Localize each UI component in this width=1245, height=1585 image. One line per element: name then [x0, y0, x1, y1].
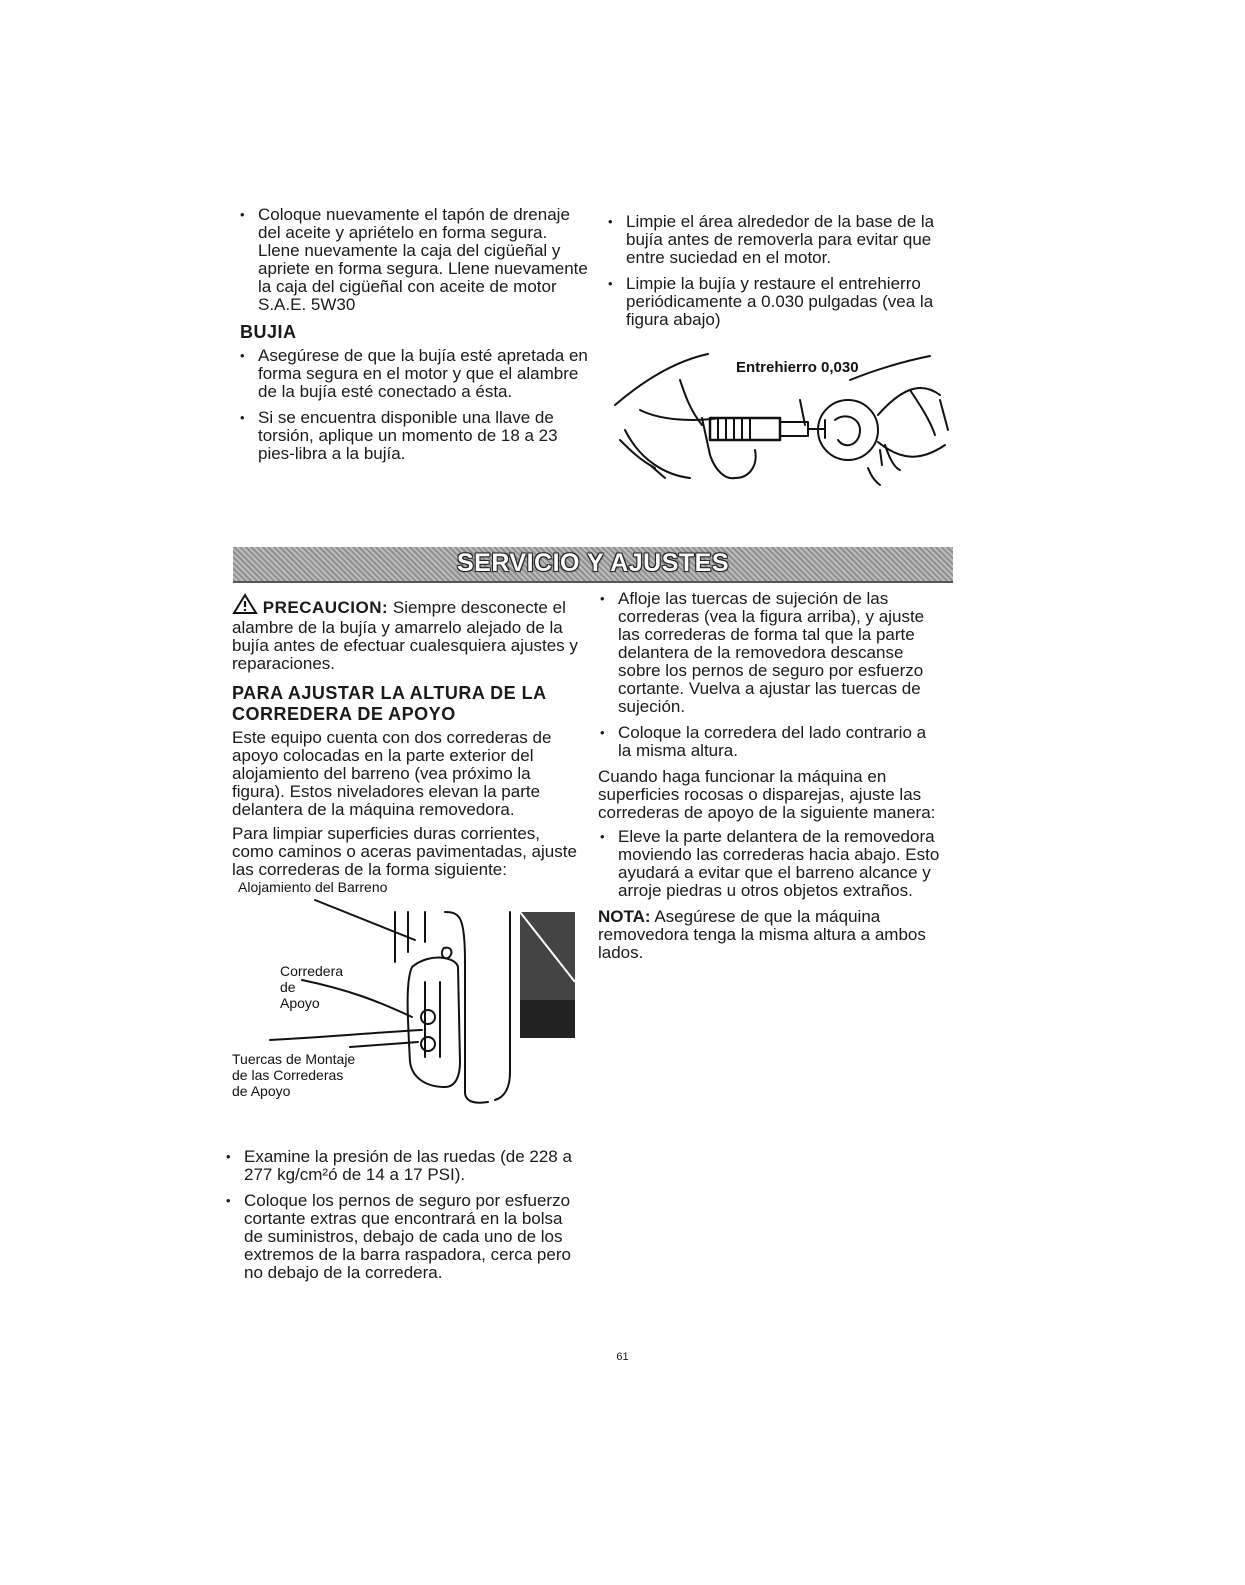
bujia-heading: BUJIA	[240, 322, 297, 342]
figure-label-skid-1: Corredera	[280, 963, 344, 979]
right-bottom-column	[598, 590, 943, 968]
figure-label-nuts-2: de las Correderas	[232, 1067, 344, 1083]
warning-paragraph	[232, 593, 582, 673]
note-paragraph	[598, 908, 943, 962]
page-number: 61	[616, 1351, 629, 1363]
left-bottom-bullets	[224, 1148, 574, 1290]
skid-adjust-bullet-list	[598, 590, 943, 760]
left-bottom-column	[232, 593, 582, 885]
warning-label: PRECAUCION:	[262, 598, 389, 617]
note-label: NOTA:	[598, 907, 651, 926]
section-banner	[233, 547, 953, 583]
raise-bullet-list	[598, 828, 943, 900]
oil-bullet-list	[238, 206, 590, 314]
spark-plug-bullet: • Limpie la bujía y restaure el entrehierro periódicamente a 0.030 pulgadas (vea la figura abajo)	[606, 275, 956, 329]
right-top-column	[606, 213, 956, 337]
warning-text: Siempre desconecte el alambre de la bujía y amarrelo alejado de la bujía antes de efectuar cualesquiera ajustes y reparaciones.	[232, 598, 578, 673]
hard-surface-paragraph: Para limpiar superficies duras corrientes, como caminos o aceras pavimentadas, ajuste las correderas de la forma siguiente:	[232, 824, 577, 879]
skid-shoe-figure	[230, 872, 590, 1112]
bujia-bullet-list	[238, 347, 590, 463]
loosen-nuts-bullet: • Afloje las tuercas de sujeción de las correderas (vea la figura arriba), y ajuste las correderas de forma tal que la parte delantera de la removedora descanse sobre los pernos de seguro por esfuerzo cortante. Vuelva a ajustar las tuercas de sujeción.	[598, 590, 943, 716]
figure-label-nuts-3: de Apoyo	[232, 1083, 291, 1099]
frame-shade	[520, 1000, 575, 1038]
tire-pressure-bullet: • Examine la presión de las ruedas (de 228 a 277 kg/cm²ó de 14 a 17 PSI).	[224, 1148, 574, 1184]
skid-intro-paragraph: Este equipo cuenta con dos correderas de apoyo colocadas en la parte exterior del alojamiento del barreno (vea próximo la figura). Estos niveladores elevan la parte delantera de la máquina removedora.	[232, 728, 552, 819]
figure-label-skid-3: Apoyo	[280, 995, 320, 1011]
shear-bolt-bullet: • Coloque los pernos de seguro por esfuerzo cortante extras que encontrará en la bolsa de suministros, debajo de cada uno de los extremos de la barra raspadora, cerca pero no debajo de la corredera.	[224, 1192, 574, 1282]
rough-surface-paragraph: Cuando haga funcionar la máquina en superficies rocosas o disparejas, ajuste las correderas de apoyo de la siguiente manera:	[598, 767, 936, 822]
warning-triangle-icon	[232, 593, 258, 619]
pressure-bullet-list	[224, 1148, 574, 1282]
bujia-bullet: • Si se encuentra disponible una llave de torsión, aplique un momento de 18 a 23 pies-libra a la bujía.	[238, 409, 590, 463]
spark-plug-bullet-list	[606, 213, 956, 329]
note-text: Asegúrese de que la máquina removedora tenga la misma altura a ambos lados.	[598, 907, 926, 962]
left-top-column	[238, 206, 590, 471]
skid-adjust-heading: PARA AJUSTAR LA ALTURA DE LA CORREDERA DE APOYO	[232, 683, 546, 724]
figure-label-housing: Alojamiento del Barreno	[238, 879, 388, 895]
figure-label-skid-2: de	[280, 979, 296, 995]
spark-plug-bullet: • Limpie el área alrededor de la base de la bujía antes de removerla para evitar que entre suciedad en el motor.	[606, 213, 956, 267]
raise-front-bullet: • Eleve la parte delantera de la removedora moviendo las correderas hacia abajo. Esto ayudará a evitar que el barreno alcance y arroje piedras u otros objetos extraños.	[598, 828, 943, 900]
oil-refill-bullet: • Coloque nuevamente el tapón de drenaje del aceite y apriételo en forma segura. Llene nuevamente la caja del cigüeñal y apriete en forma segura. Llene nuevamente la caja del cigüeñal con aceite de motor S.A.E. 5W30	[238, 206, 590, 314]
spark-plug-gap-figure	[610, 350, 955, 500]
section-banner-title: SERVICIO Y AJUSTES	[456, 549, 730, 577]
gap-figure-label: Entrehierro 0,030	[736, 359, 859, 376]
bujia-bullet: • Asegúrese de que la bujía esté apretada en forma segura en el motor y que el alambre de la bujía esté conectado a ésta.	[238, 347, 590, 401]
opposite-skid-bullet: • Coloque la corredera del lado contrario a la misma altura.	[598, 724, 943, 760]
figure-label-nuts-1: Tuercas de Montaje	[232, 1051, 356, 1067]
